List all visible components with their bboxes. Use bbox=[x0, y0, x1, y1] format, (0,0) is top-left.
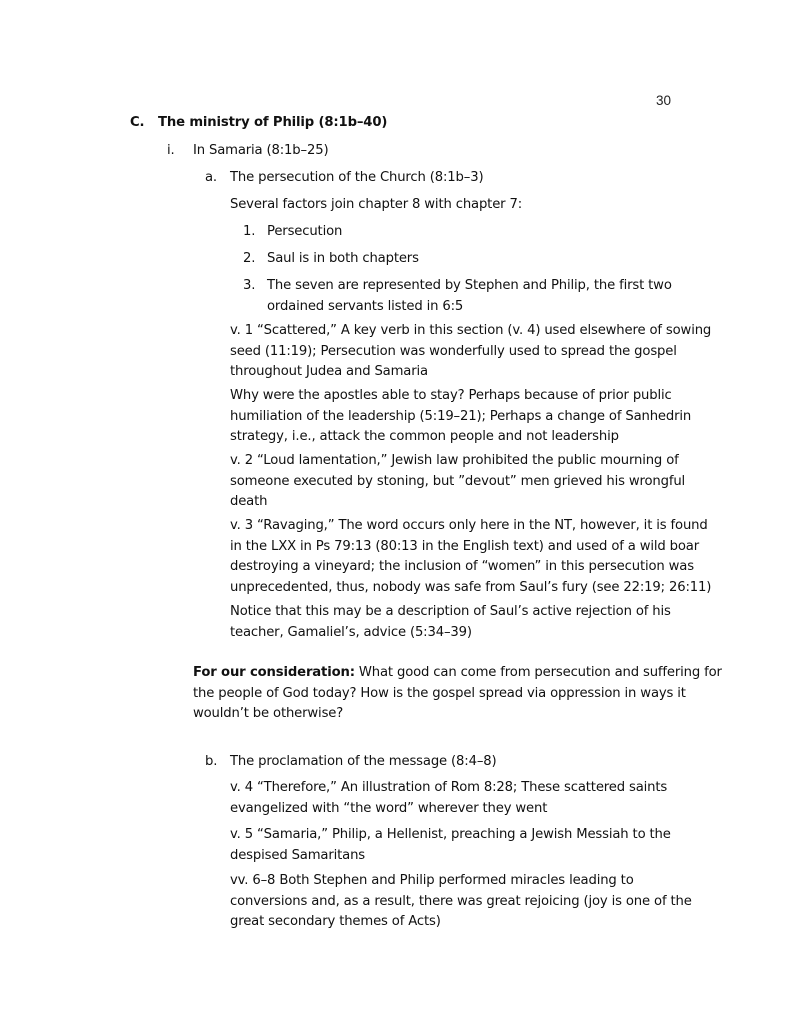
factor-3-marker: 3. bbox=[243, 278, 256, 293]
text-line: destroying a vineyard; the inclusion of “women” in this persecution was bbox=[230, 559, 694, 574]
text-line: teacher, Gamaliel’s, advice (5:34–39) bbox=[230, 624, 472, 640]
text-line: Why were the apostles able to stay? Perhaps because of prior public bbox=[230, 388, 672, 403]
text-line: wouldn’t be otherwise? bbox=[193, 706, 344, 721]
factor-2-text: Saul is in both chapters bbox=[267, 251, 419, 266]
text-line: ordained servants listed in 6:5 bbox=[267, 298, 464, 314]
section-c-title: The ministry of Philip (8:1b–40) bbox=[158, 115, 388, 130]
factors-intro: Several factors join chapter 8 with chapter 7: bbox=[230, 197, 523, 212]
text-line bbox=[193, 663, 722, 684]
factor-1-text: Persecution bbox=[267, 224, 343, 239]
factor-3-text bbox=[267, 276, 672, 317]
text-line: the people of God today? How is the gospel spread via oppression in ways it bbox=[193, 685, 686, 701]
item-b-title: The proclamation of the message (8:4–8) bbox=[230, 754, 497, 769]
paragraph-v2-lamentation bbox=[230, 451, 685, 513]
paragraph-v3-ravaging bbox=[230, 516, 711, 598]
text-line: v. 2 “Loud lamentation,” Jewish law prohibited the public mourning of bbox=[230, 453, 679, 468]
text-line: v. 1 “Scattered,” A key verb in this section (v. 4) used elsewhere of sowing bbox=[230, 323, 712, 338]
consideration-block bbox=[193, 663, 722, 725]
text-line: throughout Judea and Samaria bbox=[230, 364, 428, 379]
text-line: vv. 6–8 Both Stephen and Philip performed miracles leading to bbox=[230, 873, 634, 888]
subsection-i-title: In Samaria (8:1b–25) bbox=[193, 143, 329, 158]
factor-1-marker: 1. bbox=[243, 224, 256, 239]
paragraph-vv6-8-miracles bbox=[230, 871, 692, 933]
text-line: strategy, i.e., attack the common people and not leadership bbox=[230, 429, 619, 444]
text-line: The seven are represented by Stephen and Philip, the first two bbox=[267, 278, 672, 293]
paragraph-v1-scattered bbox=[230, 321, 711, 383]
text-line: evangelized with “the word” wherever they went bbox=[230, 800, 548, 816]
text-line: humiliation of the leadership (5:19–21); Perhaps a change of Sanhedrin bbox=[230, 408, 692, 424]
consideration-text: What good can come from persecution and suffering for bbox=[354, 665, 722, 680]
text-line: in the LXX in Ps 79:13 (80:13 in the English text) and used of a wild boar bbox=[230, 538, 700, 554]
paragraph-v5-samaria bbox=[230, 825, 671, 866]
paragraph-apostles-stay bbox=[230, 386, 691, 448]
page-number: 30 bbox=[656, 93, 672, 108]
text-line: seed (11:19); Persecution was wonderfully used to spread the gospel bbox=[230, 343, 677, 359]
text-line: unprecedented, thus, nobody was safe from Saul’s fury (see 22:19; 26:11) bbox=[230, 579, 712, 595]
text-line: death bbox=[230, 494, 268, 509]
consideration-label: For our consideration: bbox=[193, 665, 355, 680]
item-b-marker: b. bbox=[205, 754, 218, 769]
item-a-marker: a. bbox=[205, 170, 217, 185]
text-line: v. 5 “Samaria,” Philip, a Hellenist, preaching a Jewish Messiah to the bbox=[230, 827, 671, 842]
paragraph-v4-therefore bbox=[230, 778, 667, 819]
text-line: great secondary themes of Acts) bbox=[230, 914, 441, 929]
item-a-title: The persecution of the Church (8:1b–3) bbox=[230, 170, 484, 185]
factor-2-marker: 2. bbox=[243, 251, 256, 266]
section-c-marker: C. bbox=[130, 115, 145, 130]
text-line: Notice that this may be a description of Saul’s active rejection of his bbox=[230, 604, 671, 619]
paragraph-notice-gamaliel bbox=[230, 602, 671, 643]
text-line: someone executed by stoning, but ”devout” men grieved his wrongful bbox=[230, 473, 686, 489]
subsection-i-marker: i. bbox=[167, 143, 175, 158]
text-line: v. 4 “Therefore,” An illustration of Rom 8:28; These scattered saints bbox=[230, 780, 668, 795]
text-line: v. 3 “Ravaging,” The word occurs only here in the NT, however, it is found bbox=[230, 518, 708, 533]
text-line: despised Samaritans bbox=[230, 847, 366, 863]
text-line: conversions and, as a result, there was great rejoicing (joy is one of the bbox=[230, 893, 692, 909]
